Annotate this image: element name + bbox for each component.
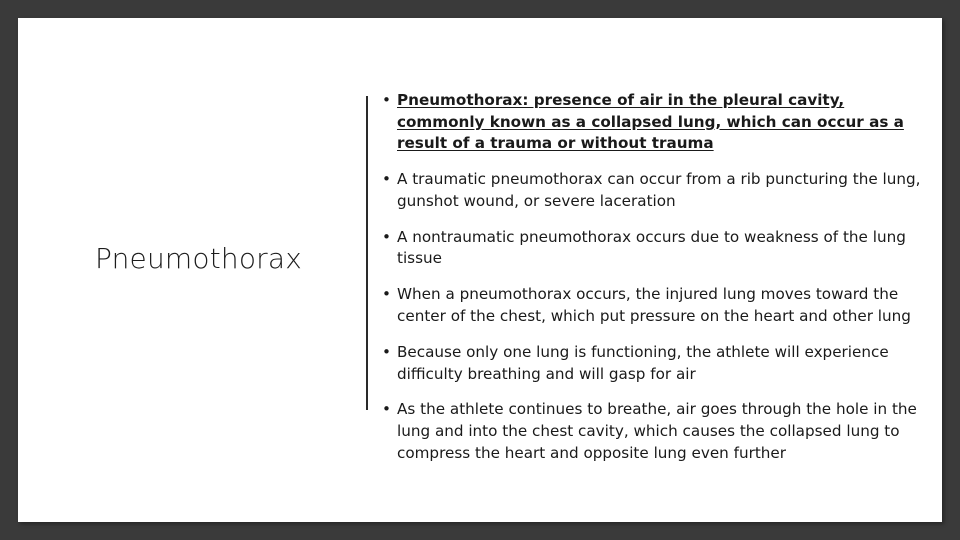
- bullet-text: When a pneumothorax occurs, the injured lung moves toward the center of the chest, which put pressure on the heart and other lung: [397, 285, 911, 325]
- bullet-marker: •: [382, 285, 391, 304]
- bullet-marker: •: [382, 91, 391, 109]
- bullet-item: [380, 90, 928, 155]
- bullet-marker: •: [382, 227, 391, 246]
- bullet-item: [380, 169, 928, 212]
- bullet-text: Pneumothorax: presence of air in the pleural cavity, commonly known as a collapsed lung, which can occur as a result of a trauma or without trauma: [397, 91, 904, 153]
- bullet-text: A nontraumatic pneumothorax occurs due to weakness of the lung tissue: [397, 227, 906, 268]
- bullet-marker: •: [382, 400, 391, 419]
- bullet-text: A traumatic pneumothorax can occur from a rib puncturing the lung, gunshot wound, or severe laceration: [397, 170, 921, 210]
- slide-title: Pneumothorax: [95, 242, 303, 275]
- bullet-list: [380, 90, 928, 479]
- bullet-text: Because only one lung is functioning, the athlete will experience difficulty breathing and will gasp for air: [397, 342, 889, 383]
- slide: [18, 18, 942, 522]
- vertical-divider: [366, 96, 368, 410]
- bullet-item: [380, 342, 928, 385]
- bullet-text: As the athlete continues to breathe, air goes through the hole in the lung and into the chest cavity, which causes the collapsed lung to compress the heart and opposite lung even further: [397, 400, 917, 462]
- bullet-item: [380, 399, 928, 464]
- bullet-item: [380, 227, 928, 270]
- bullet-marker: •: [382, 342, 391, 361]
- bullet-item: [380, 284, 928, 327]
- bullet-marker: •: [382, 170, 391, 189]
